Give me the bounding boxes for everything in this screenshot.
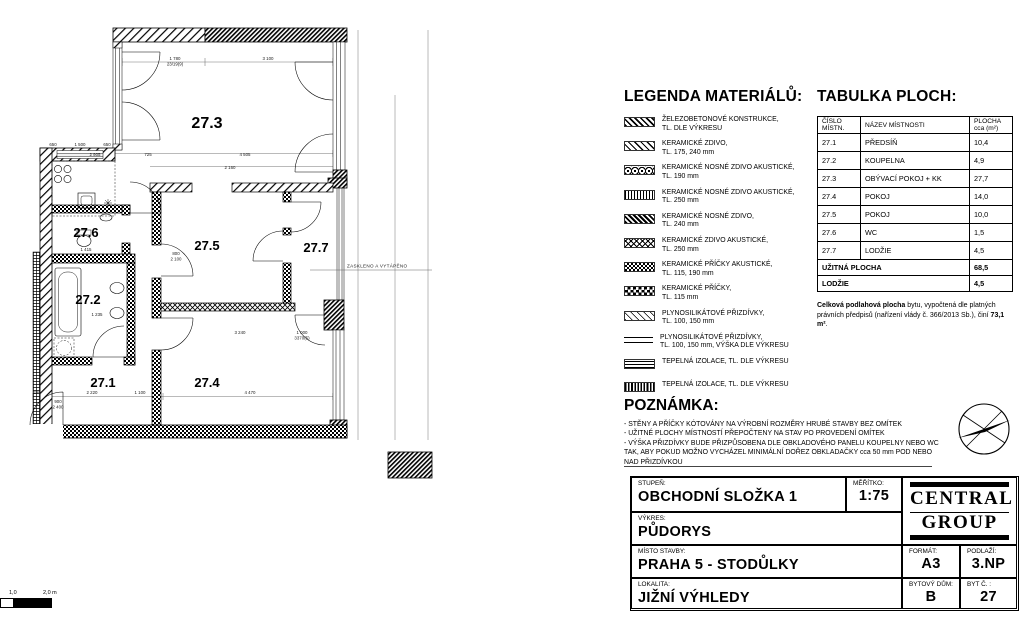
dimension-label: 650 [49,142,57,147]
legend-item [624,140,816,157]
swatch-acoustic-loadbearing-250 [624,190,655,200]
dimension-label: 2 160 [224,165,236,170]
legend-item [624,310,816,327]
swatch-gas-silicate-height [624,337,653,343]
washbasin [110,283,124,294]
legend-text: TL. DLE VÝKRESU [662,124,723,132]
dimension-label: 725 [144,152,152,157]
notes-title: POZNÁMKA: [624,397,719,414]
header-nazev: NÁZEV MÍSTNOSTI [861,117,970,134]
room-label: 27.6 [73,225,99,240]
summary-row-uzitna: UŽITNÁ PLOCHA 68,5 [818,260,1013,276]
scale-segment-black [13,598,52,608]
legend-item [624,334,816,351]
table-row: 27.7 LODŽIE 4,5 [818,242,1013,260]
field-value: B [925,589,937,605]
swatch-acoustic-loadbearing-190 [624,165,655,175]
dimension-label: 3370(5) [294,335,310,341]
room-label: 27.1 [90,375,116,390]
washing-machine [54,338,74,358]
dimension-label: 23/19(9) [166,61,184,67]
legend-text: TL. 115, 190 mm [662,269,714,277]
field-label: PODLAŽÍ: [967,548,997,555]
legend-text: TL. 115 mm [662,293,699,301]
header-plocha: PLOCHA cca (m²) [970,117,1013,134]
logo-bar-top [910,482,1009,487]
total-area-note: Celková podlahová plocha bytu, vypočtená dle platných právních předpisů (nařízení vlády č. 366/2013 Sb.), činí 73,1 m². [817,302,1005,329]
header-cislo: ČÍSLO MÍSTN. [818,117,861,134]
north-compass-icon [946,396,1022,466]
note-line: - VÝŠKA PŘIZDÍVKY BUDE PŘIZPŮSOBENA DLE OBKLADOVÉHO PANELU KOUPELNY NEBO WC TAK, ABY POKUD MOŽNO VYCHÁZEL MINIMÁLNÍ DOŘEZ OBKLADAČKY cca 50 mm POD NEBO NAD PŘIZDÍVKOU [624,439,939,466]
notes-section [624,397,939,467]
legend-text: TEPELNÁ IZOLACE, TL. DLE VÝKRESU [662,380,789,388]
dimension-label: 1 780 [169,56,181,61]
field-value: JIŽNÍ VÝHLEDY [638,590,750,606]
light-symbol [104,199,112,207]
dimension-label: 1 100 [134,390,146,395]
dimension-label: 290 [33,390,41,395]
legend-title: LEGENDA MATERIÁLŮ: [624,88,803,105]
legend-text: KERAMICKÉ NOSNÉ ZDIVO AKUSTICKÉ, [662,164,795,172]
legend-text: KERAMICKÉ NOSNÉ ZDIVO AKUSTICKÉ, [662,188,795,196]
legend-item [624,381,816,397]
dimension-label: 3 100 [262,56,274,61]
field-format [902,545,960,578]
logo-central-group [902,477,1017,545]
swatch-thermal-insulation-2 [624,382,655,392]
legend-item [624,213,816,230]
legend-text: TL. 100, 150 mm, VÝŠKA DLE VÝKRESU [660,342,789,350]
legend-text: ŽELEZOBETONOVÉ KONSTRUKCE, [662,116,779,123]
legend-text: KERAMICKÉ ZDIVO AKUSTICKÉ, [662,236,769,244]
table-row: 27.1 PŘEDSÍŇ 10,4 [818,134,1013,152]
table-header-row [818,117,1013,134]
legend-text: PLYNOSILIKÁTOVÉ PŘIZDÍVKY, [660,333,763,341]
legend-text: KERAMICKÉ PŘÍČKY AKUSTICKÉ, [662,261,773,269]
scale-label-mid: 1,0 [9,590,17,596]
wc-sink [100,214,112,221]
legend-item [624,237,816,254]
legend-section [624,88,816,404]
field-value: 3.NP [971,556,1006,572]
field-byt-c [960,578,1017,609]
swatch-partition [624,286,655,296]
dimension-label: 900 [54,399,62,404]
legend-text: KERAMICKÉ ZDIVO, [662,140,728,148]
areas-table-title: TABULKA PLOCH: [817,88,957,105]
note-line: - UŽITNÉ PLOCHY MÍSTNOSTÍ PŘEPOČTENY NA STAV PO PROVEDENÍ OMÍTEK [624,430,885,438]
room-label: 27.3 [191,115,223,132]
field-value: A3 [921,556,941,572]
logo-text-central: CENTRAL [910,488,1014,510]
legend-text: PLYNOSILIKÁTOVÉ PŘIZDÍVKY, [662,309,765,317]
swatch-thermal-insulation-1 [624,359,655,369]
areas-table [817,116,1013,292]
field-bytovy-dum [902,578,960,609]
legend-text: TL. 175, 240 mm [662,148,715,156]
field-vykres [631,512,902,545]
legend-text: TL. 250 mm [662,245,699,253]
swatch-loadbearing-240 [624,214,655,224]
dimension-label: 2 100 [170,256,182,262]
legend-text: KERAMICKÉ PŘÍČKY, [662,285,732,293]
table-row: 27.5 POKOJ 10,0 [818,206,1013,224]
scale-label-end: 2,0 m [43,590,57,596]
dimension-label: 800 [172,251,180,256]
dimension-label: 1 500 [74,142,86,147]
field-label: LOKALITA: [638,581,670,588]
title-block [630,476,1019,611]
dimension-label: 2 905 [89,152,101,157]
dimension-label: 4 470 [244,390,256,395]
table-row: 27.4 POKOJ 14,0 [818,188,1013,206]
swatch-gas-silicate [624,311,655,321]
swatch-acoustic-partition [624,262,655,272]
field-label: BYT Č. : [967,581,992,588]
field-misto-stavby [631,545,902,578]
legend-text: KERAMICKÉ NOSNÉ ZDIVO, [662,212,754,220]
field-label: STUPEŇ: [638,480,666,487]
dimension-label: 3 240 [234,330,246,335]
field-value: PRAHA 5 - STODŮLKY [638,557,799,573]
washbasin [110,308,124,319]
legend-item [624,164,816,181]
legend-text: TL. 100, 150 mm [662,318,715,326]
glazing-note-label: ZASKLENO A VYTÁPĚNO [347,263,408,269]
legend-text: TL. 250 mm [662,197,699,205]
dimension-label: 2 220 [86,390,98,395]
legend-item [624,116,816,133]
dimension-label: 1 235 [91,312,103,317]
table-row: 27.2 KOUPELNA 4,9 [818,152,1013,170]
summary-row-lodzie: LODŽIE 4,5 [818,276,1013,292]
dimension-label: 650 [103,142,111,147]
swatch-ceramic-masonry [624,141,655,151]
scale-bar [0,590,80,612]
field-stupen [631,477,846,512]
field-value: PŮDORYS [638,524,712,540]
field-label: BYTOVÝ DŮM: [909,581,953,588]
room-label: 27.4 [194,375,220,390]
room-label: 27.2 [75,292,101,307]
legend-item [624,261,816,278]
field-value: 1:75 [858,488,890,504]
field-meritko [846,477,902,512]
dimension-label: 2 400 [52,404,64,410]
swatch-reinforced-concrete [624,117,655,127]
dimension-label: 4 505 [239,152,251,157]
field-label: MÍSTO STAVBY: [638,548,686,555]
table-row: 27.6 WC 1,5 [818,224,1013,242]
dimension-label: 1 000 [296,330,308,335]
field-lokalita [631,578,902,609]
legend-text: TL. 240 mm [662,221,699,229]
room-label: 27.7 [303,240,329,255]
field-label: MĚŘÍTKO: [853,480,884,487]
legend-item [624,285,816,302]
logo-text-group: GROUP [910,512,1009,533]
areas-table-section [817,88,1015,337]
legend-item [624,358,816,374]
field-label: VÝKRES: [638,515,666,522]
legend-text: TEPELNÁ IZOLACE, TL. DLE VÝKRESU [662,357,789,365]
dimension-label: 1 415 [80,247,92,252]
logo-bar-bottom [910,535,1009,540]
legend-text: TL. 190 mm [662,172,699,180]
legend-item [624,189,816,206]
divider-line [624,466,932,467]
field-value: OBCHODNÍ SLOŽKA 1 [638,489,798,505]
floor-plan-svg [0,0,440,500]
swatch-acoustic-masonry-250 [624,238,655,248]
glazing-note [310,262,432,271]
room-label: 27.5 [194,238,220,253]
stove-burner [54,165,61,172]
field-podlazi [960,545,1017,578]
exterior-walls [30,28,432,478]
table-row: 27.3 OBÝVACÍ POKOJ + KK 27,7 [818,170,1013,188]
note-line: - STĚNY A PŘÍČKY KÓTOVÁNY NA VÝROBNÍ ROZMĚRY HRUBÉ STAVBY BEZ OMÍTEK [624,421,902,428]
field-label: FORMÁT: [909,548,938,555]
field-value: 27 [980,589,997,605]
